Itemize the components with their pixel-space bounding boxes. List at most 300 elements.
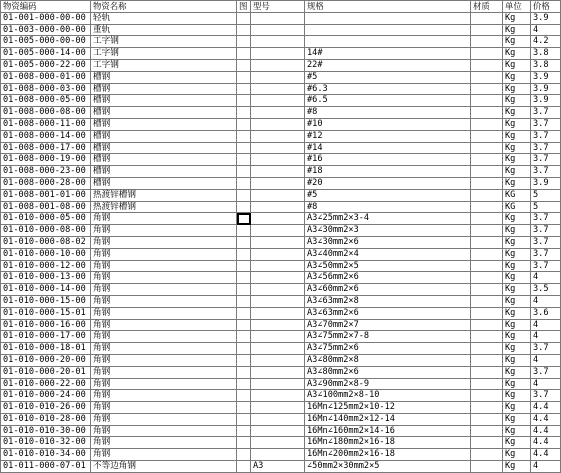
name-cell[interactable]: 角钢 [91, 236, 237, 248]
name-cell[interactable]: 角钢 [91, 449, 237, 461]
spec-cell[interactable]: #5 [305, 189, 471, 201]
spec-cell[interactable]: #18 [305, 166, 471, 178]
price-cell[interactable]: 3.7 [531, 225, 561, 237]
code-cell[interactable]: 01-005-000-00-00 [1, 36, 91, 48]
price-cell[interactable]: 3.9 [531, 83, 561, 95]
spec-cell[interactable]: #8 [305, 107, 471, 119]
price-cell[interactable]: 3.7 [531, 166, 561, 178]
unit-cell[interactable]: Kg [503, 142, 531, 154]
unit-cell[interactable]: Kg [503, 343, 531, 355]
spec-cell[interactable]: #16 [305, 154, 471, 166]
code-cell[interactable]: 01-010-000-12-00 [1, 260, 91, 272]
figure-cell[interactable] [237, 225, 251, 237]
name-cell[interactable]: 角钢 [91, 284, 237, 296]
code-cell[interactable]: 01-008-000-17-00 [1, 142, 91, 154]
figure-cell[interactable] [237, 71, 251, 83]
name-cell[interactable]: 热渡锌槽钢 [91, 201, 237, 213]
name-cell[interactable]: 角钢 [91, 260, 237, 272]
model-cell[interactable] [251, 378, 305, 390]
spec-cell[interactable]: A3∠90mm2×8-9 [305, 378, 471, 390]
name-cell[interactable]: 槽钢 [91, 154, 237, 166]
unit-cell[interactable]: Kg [503, 307, 531, 319]
unit-cell[interactable]: Kg [503, 461, 531, 473]
code-cell[interactable]: 01-008-000-01-00 [1, 71, 91, 83]
material-cell[interactable] [471, 166, 503, 178]
header-figure[interactable]: 图 [237, 1, 251, 13]
price-cell[interactable]: 4 [531, 354, 561, 366]
figure-cell[interactable] [237, 118, 251, 130]
spec-cell[interactable] [305, 36, 471, 48]
price-cell[interactable]: 4 [531, 272, 561, 284]
material-cell[interactable] [471, 118, 503, 130]
model-cell[interactable] [251, 295, 305, 307]
unit-cell[interactable]: Kg [503, 48, 531, 60]
name-cell[interactable]: 槽钢 [91, 177, 237, 189]
figure-cell[interactable] [237, 236, 251, 248]
name-cell[interactable]: 角钢 [91, 378, 237, 390]
model-cell[interactable] [251, 213, 305, 225]
material-cell[interactable] [471, 449, 503, 461]
price-cell[interactable]: 3.7 [531, 260, 561, 272]
price-cell[interactable]: 3.7 [531, 118, 561, 130]
material-cell[interactable] [471, 260, 503, 272]
price-cell[interactable]: 3.9 [531, 12, 561, 24]
spec-cell[interactable]: A3∠25mm2×3-4 [305, 213, 471, 225]
code-cell[interactable]: 01-010-010-28-00 [1, 413, 91, 425]
model-cell[interactable] [251, 107, 305, 119]
model-cell[interactable] [251, 154, 305, 166]
code-cell[interactable]: 01-010-000-24-00 [1, 390, 91, 402]
name-cell[interactable]: 角钢 [91, 390, 237, 402]
name-cell[interactable]: 槽钢 [91, 71, 237, 83]
unit-cell[interactable]: Kg [503, 107, 531, 119]
figure-cell[interactable] [237, 48, 251, 60]
code-cell[interactable]: 01-010-000-22-00 [1, 378, 91, 390]
model-cell[interactable] [251, 59, 305, 71]
price-cell[interactable]: 3.8 [531, 48, 561, 60]
code-cell[interactable]: 01-008-001-01-00 [1, 189, 91, 201]
material-cell[interactable] [471, 71, 503, 83]
material-cell[interactable] [471, 272, 503, 284]
model-cell[interactable] [251, 236, 305, 248]
material-cell[interactable] [471, 319, 503, 331]
figure-cell[interactable] [237, 425, 251, 437]
code-cell[interactable]: 01-008-000-08-00 [1, 107, 91, 119]
material-cell[interactable] [471, 425, 503, 437]
name-cell[interactable]: 角钢 [91, 413, 237, 425]
code-cell[interactable]: 01-008-000-05-00 [1, 95, 91, 107]
spec-cell[interactable]: ∠50mm2×30mm2×5 [305, 461, 471, 473]
model-cell[interactable] [251, 248, 305, 260]
spec-cell[interactable]: #20 [305, 177, 471, 189]
name-cell[interactable]: 角钢 [91, 248, 237, 260]
material-cell[interactable] [471, 461, 503, 473]
name-cell[interactable]: 角钢 [91, 295, 237, 307]
price-cell[interactable]: 3.7 [531, 366, 561, 378]
code-cell[interactable]: 01-010-010-32-00 [1, 437, 91, 449]
spec-cell[interactable]: A3∠30mm2×6 [305, 236, 471, 248]
header-price[interactable]: 价格 [531, 1, 561, 13]
model-cell[interactable] [251, 437, 305, 449]
figure-cell[interactable] [237, 189, 251, 201]
figure-cell[interactable] [237, 437, 251, 449]
header-spec[interactable]: 规格 [305, 1, 471, 13]
name-cell[interactable]: 热渡锌槽钢 [91, 189, 237, 201]
unit-cell[interactable]: Kg [503, 130, 531, 142]
code-cell[interactable]: 01-005-000-14-00 [1, 48, 91, 60]
model-cell[interactable] [251, 118, 305, 130]
spec-cell[interactable]: A3∠63mm2×6 [305, 307, 471, 319]
unit-cell[interactable]: Kg [503, 12, 531, 24]
price-cell[interactable]: 3.7 [531, 130, 561, 142]
name-cell[interactable]: 角钢 [91, 343, 237, 355]
material-cell[interactable] [471, 378, 503, 390]
spec-cell[interactable]: A3∠50mm2×5 [305, 260, 471, 272]
unit-cell[interactable]: Kg [503, 236, 531, 248]
spec-cell[interactable]: #8 [305, 201, 471, 213]
model-cell[interactable] [251, 307, 305, 319]
unit-cell[interactable]: Kg [503, 295, 531, 307]
material-cell[interactable] [471, 295, 503, 307]
spec-cell[interactable]: #14 [305, 142, 471, 154]
name-cell[interactable]: 槽钢 [91, 118, 237, 130]
unit-cell[interactable]: Kg [503, 425, 531, 437]
spec-cell[interactable]: A3∠60mm2×6 [305, 284, 471, 296]
model-cell[interactable] [251, 36, 305, 48]
material-cell[interactable] [471, 213, 503, 225]
unit-cell[interactable]: Kg [503, 36, 531, 48]
unit-cell[interactable]: Kg [503, 402, 531, 414]
spec-cell[interactable]: 16Mn∠200mm2×16-18 [305, 449, 471, 461]
code-cell[interactable]: 01-010-000-13-00 [1, 272, 91, 284]
unit-cell[interactable]: KG [503, 189, 531, 201]
spec-cell[interactable]: #12 [305, 130, 471, 142]
figure-cell[interactable] [237, 201, 251, 213]
name-cell[interactable]: 角钢 [91, 425, 237, 437]
name-cell[interactable]: 不等边角钢 [91, 461, 237, 473]
model-cell[interactable] [251, 71, 305, 83]
price-cell[interactable]: 3.9 [531, 95, 561, 107]
code-cell[interactable]: 01-008-000-14-00 [1, 130, 91, 142]
spec-cell[interactable]: A3∠80mm2×6 [305, 366, 471, 378]
model-cell[interactable] [251, 24, 305, 36]
unit-cell[interactable]: Kg [503, 71, 531, 83]
spec-cell[interactable]: #5 [305, 71, 471, 83]
spec-cell[interactable]: A3∠80mm2×8 [305, 354, 471, 366]
unit-cell[interactable]: Kg [503, 166, 531, 178]
model-cell[interactable] [251, 272, 305, 284]
name-cell[interactable]: 槽钢 [91, 130, 237, 142]
material-cell[interactable] [471, 236, 503, 248]
figure-cell[interactable] [237, 154, 251, 166]
model-cell[interactable] [251, 48, 305, 60]
figure-cell[interactable] [237, 177, 251, 189]
price-cell[interactable]: 4.4 [531, 425, 561, 437]
figure-cell[interactable] [237, 248, 251, 260]
model-cell[interactable] [251, 319, 305, 331]
spec-cell[interactable]: A3∠56mm2×6 [305, 272, 471, 284]
price-cell[interactable]: 3.7 [531, 142, 561, 154]
spec-cell[interactable]: 16Mn∠125mm2×10-12 [305, 402, 471, 414]
code-cell[interactable]: 01-008-001-08-00 [1, 201, 91, 213]
figure-cell[interactable] [237, 130, 251, 142]
price-cell[interactable]: 4.2 [531, 36, 561, 48]
model-cell[interactable] [251, 390, 305, 402]
figure-cell[interactable] [237, 449, 251, 461]
spec-cell[interactable] [305, 12, 471, 24]
name-cell[interactable]: 轻轨 [91, 12, 237, 24]
material-cell[interactable] [471, 154, 503, 166]
name-cell[interactable]: 工字钢 [91, 48, 237, 60]
price-cell[interactable]: 5 [531, 201, 561, 213]
figure-cell[interactable] [237, 36, 251, 48]
price-cell[interactable]: 5 [531, 189, 561, 201]
unit-cell[interactable]: Kg [503, 449, 531, 461]
material-cell[interactable] [471, 390, 503, 402]
figure-cell[interactable] [237, 354, 251, 366]
model-cell[interactable] [251, 142, 305, 154]
unit-cell[interactable]: Kg [503, 24, 531, 36]
figure-cell[interactable] [237, 284, 251, 296]
figure-cell[interactable] [237, 83, 251, 95]
figure-cell[interactable] [237, 402, 251, 414]
price-cell[interactable]: 3.7 [531, 154, 561, 166]
code-cell[interactable]: 01-010-000-08-00 [1, 225, 91, 237]
code-cell[interactable]: 01-005-000-22-00 [1, 59, 91, 71]
name-cell[interactable]: 角钢 [91, 402, 237, 414]
spec-cell[interactable]: #6.5 [305, 95, 471, 107]
model-cell[interactable] [251, 449, 305, 461]
unit-cell[interactable]: Kg [503, 437, 531, 449]
price-cell[interactable]: 3.7 [531, 248, 561, 260]
unit-cell[interactable]: Kg [503, 260, 531, 272]
unit-cell[interactable]: Kg [503, 177, 531, 189]
spec-cell[interactable]: A3∠100mm2×8-10 [305, 390, 471, 402]
spec-cell[interactable]: #10 [305, 118, 471, 130]
spec-cell[interactable]: 16Mn∠140mm2×12-14 [305, 413, 471, 425]
model-cell[interactable] [251, 166, 305, 178]
model-cell[interactable] [251, 189, 305, 201]
model-cell[interactable] [251, 177, 305, 189]
figure-cell[interactable] [237, 319, 251, 331]
unit-cell[interactable]: Kg [503, 248, 531, 260]
material-cell[interactable] [471, 437, 503, 449]
price-cell[interactable]: 3.7 [531, 213, 561, 225]
model-cell[interactable] [251, 366, 305, 378]
figure-cell[interactable] [237, 12, 251, 24]
name-cell[interactable]: 角钢 [91, 319, 237, 331]
model-cell[interactable] [251, 95, 305, 107]
price-cell[interactable]: 3.5 [531, 284, 561, 296]
code-cell[interactable]: 01-010-010-34-00 [1, 449, 91, 461]
material-cell[interactable] [471, 331, 503, 343]
spec-cell[interactable]: A3∠30mm2×3 [305, 225, 471, 237]
model-cell[interactable] [251, 354, 305, 366]
figure-cell[interactable] [237, 461, 251, 473]
model-cell[interactable] [251, 343, 305, 355]
name-cell[interactable]: 角钢 [91, 331, 237, 343]
figure-cell[interactable] [237, 260, 251, 272]
name-cell[interactable]: 角钢 [91, 272, 237, 284]
name-cell[interactable]: 槽钢 [91, 142, 237, 154]
material-cell[interactable] [471, 48, 503, 60]
code-cell[interactable]: 01-010-000-15-01 [1, 307, 91, 319]
material-cell[interactable] [471, 95, 503, 107]
code-cell[interactable]: 01-001-000-00-00 [1, 12, 91, 24]
unit-cell[interactable]: Kg [503, 225, 531, 237]
material-cell[interactable] [471, 284, 503, 296]
model-cell[interactable] [251, 402, 305, 414]
material-cell[interactable] [471, 201, 503, 213]
figure-cell[interactable] [237, 366, 251, 378]
figure-cell[interactable] [237, 95, 251, 107]
spec-cell[interactable]: 22# [305, 59, 471, 71]
spec-cell[interactable]: #6.3 [305, 83, 471, 95]
figure-cell[interactable] [237, 378, 251, 390]
code-cell[interactable]: 01-010-010-30-00 [1, 425, 91, 437]
header-name[interactable]: 物资名称 [91, 1, 237, 13]
code-cell[interactable]: 01-010-000-08-02 [1, 236, 91, 248]
spec-cell[interactable]: 16Mn∠180mm2×16-18 [305, 437, 471, 449]
model-cell[interactable] [251, 201, 305, 213]
figure-cell[interactable] [237, 166, 251, 178]
code-cell[interactable]: 01-011-000-07-01 [1, 461, 91, 473]
header-code[interactable]: 物资编码 [1, 1, 91, 13]
model-cell[interactable] [251, 284, 305, 296]
material-cell[interactable] [471, 189, 503, 201]
code-cell[interactable]: 01-008-000-03-00 [1, 83, 91, 95]
material-cell[interactable] [471, 59, 503, 71]
figure-cell[interactable] [237, 413, 251, 425]
name-cell[interactable]: 角钢 [91, 307, 237, 319]
spec-cell[interactable]: A3∠75mm2×6 [305, 343, 471, 355]
price-cell[interactable]: 4 [531, 378, 561, 390]
unit-cell[interactable]: Kg [503, 154, 531, 166]
name-cell[interactable]: 角钢 [91, 366, 237, 378]
figure-cell[interactable] [237, 307, 251, 319]
code-cell[interactable]: 01-010-000-16-00 [1, 319, 91, 331]
code-cell[interactable]: 01-008-000-23-00 [1, 166, 91, 178]
material-cell[interactable] [471, 24, 503, 36]
price-cell[interactable]: 3.9 [531, 177, 561, 189]
material-cell[interactable] [471, 354, 503, 366]
figure-cell[interactable] [237, 59, 251, 71]
name-cell[interactable]: 角钢 [91, 225, 237, 237]
spec-cell[interactable]: A3∠63mm2×8 [305, 295, 471, 307]
spec-cell[interactable]: A3∠70mm2×7 [305, 319, 471, 331]
figure-cell[interactable] [237, 213, 251, 225]
figure-cell[interactable] [237, 107, 251, 119]
price-cell[interactable]: 4 [531, 319, 561, 331]
spec-cell[interactable]: A3∠75mm2×7-8 [305, 331, 471, 343]
figure-cell[interactable] [237, 343, 251, 355]
price-cell[interactable]: 3.8 [531, 59, 561, 71]
price-cell[interactable]: 4 [531, 295, 561, 307]
price-cell[interactable]: 4.4 [531, 449, 561, 461]
figure-cell[interactable] [237, 142, 251, 154]
unit-cell[interactable]: Kg [503, 331, 531, 343]
material-cell[interactable] [471, 36, 503, 48]
model-cell[interactable]: A3 [251, 461, 305, 473]
material-cell[interactable] [471, 12, 503, 24]
unit-cell[interactable]: Kg [503, 366, 531, 378]
material-cell[interactable] [471, 307, 503, 319]
unit-cell[interactable]: KG [503, 201, 531, 213]
header-material[interactable]: 材质 [471, 1, 503, 13]
model-cell[interactable] [251, 12, 305, 24]
price-cell[interactable]: 4 [531, 24, 561, 36]
figure-cell[interactable] [237, 331, 251, 343]
material-cell[interactable] [471, 142, 503, 154]
code-cell[interactable]: 01-008-000-19-00 [1, 154, 91, 166]
price-cell[interactable]: 3.7 [531, 236, 561, 248]
unit-cell[interactable]: Kg [503, 95, 531, 107]
model-cell[interactable] [251, 83, 305, 95]
material-cell[interactable] [471, 366, 503, 378]
code-cell[interactable]: 01-010-000-05-00 [1, 213, 91, 225]
code-cell[interactable]: 01-010-000-20-00 [1, 354, 91, 366]
header-model[interactable]: 型号 [251, 1, 305, 13]
code-cell[interactable]: 01-010-000-10-00 [1, 248, 91, 260]
name-cell[interactable]: 重轨 [91, 24, 237, 36]
spec-cell[interactable]: A3∠40mm2×4 [305, 248, 471, 260]
model-cell[interactable] [251, 413, 305, 425]
price-cell[interactable]: 4 [531, 461, 561, 473]
unit-cell[interactable]: Kg [503, 390, 531, 402]
spec-cell[interactable]: 14# [305, 48, 471, 60]
unit-cell[interactable]: Kg [503, 59, 531, 71]
material-cell[interactable] [471, 177, 503, 189]
name-cell[interactable]: 槽钢 [91, 166, 237, 178]
material-cell[interactable] [471, 413, 503, 425]
code-cell[interactable]: 01-010-000-17-00 [1, 331, 91, 343]
unit-cell[interactable]: Kg [503, 354, 531, 366]
unit-cell[interactable]: Kg [503, 118, 531, 130]
code-cell[interactable]: 01-003-000-00-00 [1, 24, 91, 36]
code-cell[interactable]: 01-010-010-26-00 [1, 402, 91, 414]
price-cell[interactable]: 4.4 [531, 402, 561, 414]
unit-cell[interactable]: Kg [503, 213, 531, 225]
figure-cell[interactable] [237, 272, 251, 284]
price-cell[interactable]: 3.7 [531, 107, 561, 119]
model-cell[interactable] [251, 225, 305, 237]
model-cell[interactable] [251, 331, 305, 343]
price-cell[interactable]: 3.7 [531, 343, 561, 355]
model-cell[interactable] [251, 260, 305, 272]
unit-cell[interactable]: Kg [503, 413, 531, 425]
price-cell[interactable]: 3.7 [531, 390, 561, 402]
spec-cell[interactable] [305, 24, 471, 36]
spec-cell[interactable]: 16Mn∠160mm2×14-16 [305, 425, 471, 437]
price-cell[interactable]: 3.6 [531, 307, 561, 319]
figure-cell[interactable] [237, 24, 251, 36]
name-cell[interactable]: 槽钢 [91, 95, 237, 107]
figure-cell[interactable] [237, 295, 251, 307]
code-cell[interactable]: 01-008-000-28-00 [1, 177, 91, 189]
figure-cell[interactable] [237, 390, 251, 402]
unit-cell[interactable]: Kg [503, 378, 531, 390]
code-cell[interactable]: 01-010-000-14-00 [1, 284, 91, 296]
price-cell[interactable]: 4.4 [531, 437, 561, 449]
name-cell[interactable]: 工字钢 [91, 36, 237, 48]
model-cell[interactable] [251, 425, 305, 437]
material-cell[interactable] [471, 107, 503, 119]
name-cell[interactable]: 槽钢 [91, 83, 237, 95]
code-cell[interactable]: 01-010-000-20-01 [1, 366, 91, 378]
unit-cell[interactable]: Kg [503, 83, 531, 95]
material-cell[interactable] [471, 248, 503, 260]
material-cell[interactable] [471, 130, 503, 142]
